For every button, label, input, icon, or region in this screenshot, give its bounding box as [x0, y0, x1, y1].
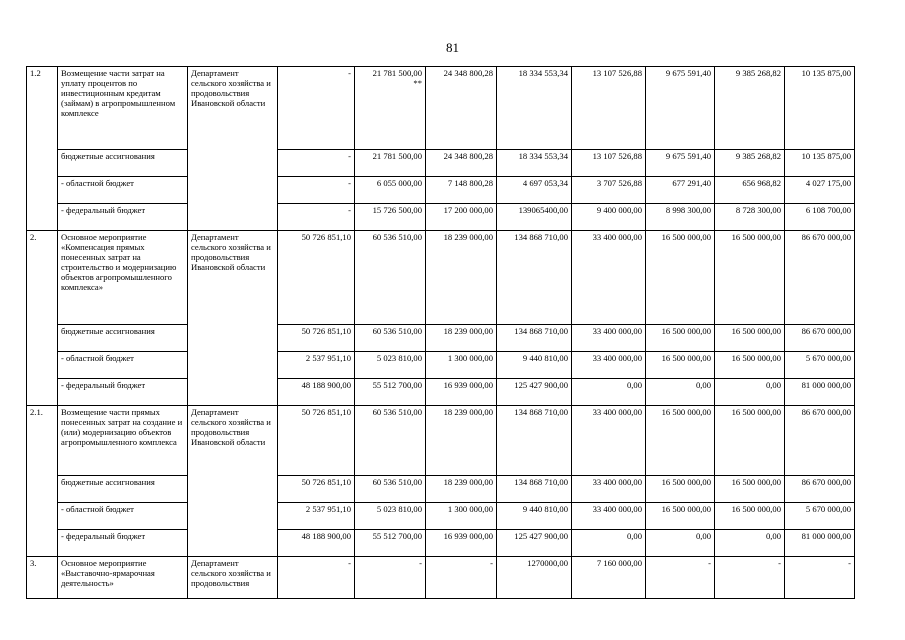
- value-cell: 16 939 000,00: [426, 530, 497, 557]
- value-cell: 0,00: [646, 530, 715, 557]
- value-cell: 48 188 900,00: [278, 530, 355, 557]
- value-cell: 16 939 000,00: [426, 379, 497, 406]
- value-cell: -: [426, 557, 497, 599]
- executor: Департамент сельского хозяйства и продовольствия Ивановской области: [188, 67, 278, 231]
- table-row: [27, 150, 855, 177]
- value-cell: 16 500 000,00: [646, 231, 715, 325]
- table-row: [27, 204, 855, 231]
- value-cell: 16 500 000,00: [646, 352, 715, 379]
- value-cell: 86 670 000,00: [785, 231, 855, 325]
- page-number: 81: [446, 40, 459, 55]
- table-row: [27, 379, 855, 406]
- value-cell: 21 781 500,00: [355, 150, 426, 177]
- value-cell: 2 537 951,10: [278, 352, 355, 379]
- item-number: 3.: [27, 557, 58, 599]
- value-cell: 86 670 000,00: [785, 476, 855, 503]
- table-row: [27, 67, 855, 150]
- value-cell: 0,00: [572, 530, 646, 557]
- value-cell: 139065400,00: [497, 204, 572, 231]
- value-cell: 9 385 268,82: [715, 150, 785, 177]
- item-name: бюджетные ассигнования: [58, 325, 188, 352]
- value-cell: 16 500 000,00: [715, 352, 785, 379]
- value-cell: -: [715, 557, 785, 599]
- footnote-mark: **: [413, 78, 422, 88]
- value-cell: 16 500 000,00: [646, 325, 715, 352]
- value-cell: 81 000 000,00: [785, 530, 855, 557]
- value-cell: 0,00: [715, 530, 785, 557]
- item-number: 1.2: [27, 67, 58, 231]
- value-cell: 134 868 710,00: [497, 325, 572, 352]
- value-cell: 13 107 526,88: [572, 150, 646, 177]
- value-cell: 0,00: [646, 379, 715, 406]
- item-name: бюджетные ассигнования: [58, 150, 188, 177]
- value-cell: 134 868 710,00: [497, 231, 572, 325]
- value-cell: 16 500 000,00: [715, 476, 785, 503]
- value-cell: 50 726 851,10: [278, 476, 355, 503]
- executor: Департамент сельского хозяйства и продовольствия Ивановской области: [188, 406, 278, 557]
- value-cell: 9 675 591,40: [646, 67, 715, 150]
- value-cell: 24 348 800,28: [426, 150, 497, 177]
- value-cell: 15 726 500,00: [355, 204, 426, 231]
- value-cell: 7 148 800,28: [426, 177, 497, 204]
- value-cell: -: [278, 204, 355, 231]
- value-cell: 6 055 000,00: [355, 177, 426, 204]
- table-row: [27, 530, 855, 557]
- item-name: - федеральный бюджет: [58, 530, 188, 557]
- item-name: бюджетные ассигнования: [58, 476, 188, 503]
- value-cell: 1270000,00: [497, 557, 572, 599]
- value-cell: 677 291,40: [646, 177, 715, 204]
- value-cell: 5 023 810,00: [355, 503, 426, 530]
- value-cell: 18 239 000,00: [426, 406, 497, 476]
- value-cell: 18 334 553,34: [497, 67, 572, 150]
- value-cell: 10 135 875,00: [785, 67, 855, 150]
- item-number: 2.1.: [27, 406, 58, 557]
- value-cell: 33 400 000,00: [572, 325, 646, 352]
- value-cell: 18 239 000,00: [426, 325, 497, 352]
- value-cell: 17 200 000,00: [426, 204, 497, 231]
- value-cell: 3 707 526,88: [572, 177, 646, 204]
- table-row: [27, 476, 855, 503]
- value-cell: 55 512 700,00: [355, 530, 426, 557]
- item-name: Возмещение части прямых понесенных затрат на создание и (или) модернизацию объектов агропромышленного комплекса: [58, 406, 188, 476]
- item-number: 2.: [27, 231, 58, 406]
- value-cell: [355, 67, 426, 150]
- value-cell: 55 512 700,00: [355, 379, 426, 406]
- value-cell: 9 440 810,00: [497, 352, 572, 379]
- value-cell: 16 500 000,00: [646, 406, 715, 476]
- value-cell: 656 968,82: [715, 177, 785, 204]
- value-cell: 50 726 851,10: [278, 325, 355, 352]
- budget-table: [26, 66, 855, 599]
- value-cell: 33 400 000,00: [572, 231, 646, 325]
- value-cell: 9 400 000,00: [572, 204, 646, 231]
- value-cell: 16 500 000,00: [715, 406, 785, 476]
- value-cell: 33 400 000,00: [572, 406, 646, 476]
- value-cell: 13 107 526,88: [572, 67, 646, 150]
- value-cell: 9 675 591,40: [646, 150, 715, 177]
- value-cell: 24 348 800,28: [426, 67, 497, 150]
- value-cell: 81 000 000,00: [785, 379, 855, 406]
- value-cell: 33 400 000,00: [572, 503, 646, 530]
- value-cell: 18 334 553,34: [497, 150, 572, 177]
- value-cell: 134 868 710,00: [497, 406, 572, 476]
- value-cell: 86 670 000,00: [785, 325, 855, 352]
- value-cell: -: [646, 557, 715, 599]
- value-cell: 2 537 951,10: [278, 503, 355, 530]
- value-cell: 5 023 810,00: [355, 352, 426, 379]
- value-cell: 33 400 000,00: [572, 352, 646, 379]
- value-cell: 33 400 000,00: [572, 476, 646, 503]
- value-cell: 16 500 000,00: [715, 503, 785, 530]
- item-name: Основное мероприятие «Выставочно-ярмарочная деятельность»: [58, 557, 188, 599]
- item-name: Основное мероприятие «Компенсация прямых понесенных затрат на строительство и модернизацию объектов агропромышленного комплекса»: [58, 231, 188, 325]
- value-cell: 1 300 000,00: [426, 352, 497, 379]
- value-cell: 50 726 851,10: [278, 406, 355, 476]
- value-cell: 8 728 300,00: [715, 204, 785, 231]
- table-row: [27, 325, 855, 352]
- value-cell: 18 239 000,00: [426, 231, 497, 325]
- value-cell: 18 239 000,00: [426, 476, 497, 503]
- table-row: [27, 231, 855, 325]
- item-name: - областной бюджет: [58, 352, 188, 379]
- value-cell: 48 188 900,00: [278, 379, 355, 406]
- executor: Департамент сельского хозяйства и продовольствия: [188, 557, 278, 599]
- table-row: [27, 177, 855, 204]
- table-row: [27, 503, 855, 530]
- value-cell: -: [355, 557, 426, 599]
- value-cell: 5 670 000,00: [785, 503, 855, 530]
- item-name: Возмещение части затрат на уплату процентов по инвестиционным кредитам (займам) в агропромышленном комплексе: [58, 67, 188, 150]
- value-cell: 6 108 700,00: [785, 204, 855, 231]
- executor: Департамент сельского хозяйства и продовольствия Ивановской области: [188, 231, 278, 406]
- value-cell: 16 500 000,00: [715, 325, 785, 352]
- value-cell: 134 868 710,00: [497, 476, 572, 503]
- value-cell: 60 536 510,00: [355, 406, 426, 476]
- value-cell: 4 027 175,00: [785, 177, 855, 204]
- value-cell: 60 536 510,00: [355, 231, 426, 325]
- value-cell: 50 726 851,10: [278, 231, 355, 325]
- item-name: - федеральный бюджет: [58, 204, 188, 231]
- value-cell: 86 670 000,00: [785, 406, 855, 476]
- value-cell: 125 427 900,00: [497, 379, 572, 406]
- value-text: 21 781 500,00: [372, 68, 422, 78]
- value-cell: 0,00: [572, 379, 646, 406]
- value-cell: 125 427 900,00: [497, 530, 572, 557]
- value-cell: 10 135 875,00: [785, 150, 855, 177]
- value-cell: 4 697 053,34: [497, 177, 572, 204]
- value-cell: -: [278, 557, 355, 599]
- value-cell: 9 440 810,00: [497, 503, 572, 530]
- table-row: [27, 406, 855, 476]
- value-cell: 8 998 300,00: [646, 204, 715, 231]
- table-row: [27, 352, 855, 379]
- value-cell: 60 536 510,00: [355, 325, 426, 352]
- value-cell: 16 500 000,00: [646, 503, 715, 530]
- value-cell: 7 160 000,00: [572, 557, 646, 599]
- item-name: - областной бюджет: [58, 503, 188, 530]
- value-cell: 1 300 000,00: [426, 503, 497, 530]
- item-name: - областной бюджет: [58, 177, 188, 204]
- value-cell: -: [278, 150, 355, 177]
- value-cell: -: [278, 67, 355, 150]
- item-name: - федеральный бюджет: [58, 379, 188, 406]
- value-cell: 0,00: [715, 379, 785, 406]
- value-cell: 16 500 000,00: [715, 231, 785, 325]
- value-cell: 9 385 268,82: [715, 67, 785, 150]
- table-row: [27, 557, 855, 599]
- value-cell: 5 670 000,00: [785, 352, 855, 379]
- value-cell: -: [785, 557, 855, 599]
- value-cell: 60 536 510,00: [355, 476, 426, 503]
- value-cell: 16 500 000,00: [646, 476, 715, 503]
- value-cell: -: [278, 177, 355, 204]
